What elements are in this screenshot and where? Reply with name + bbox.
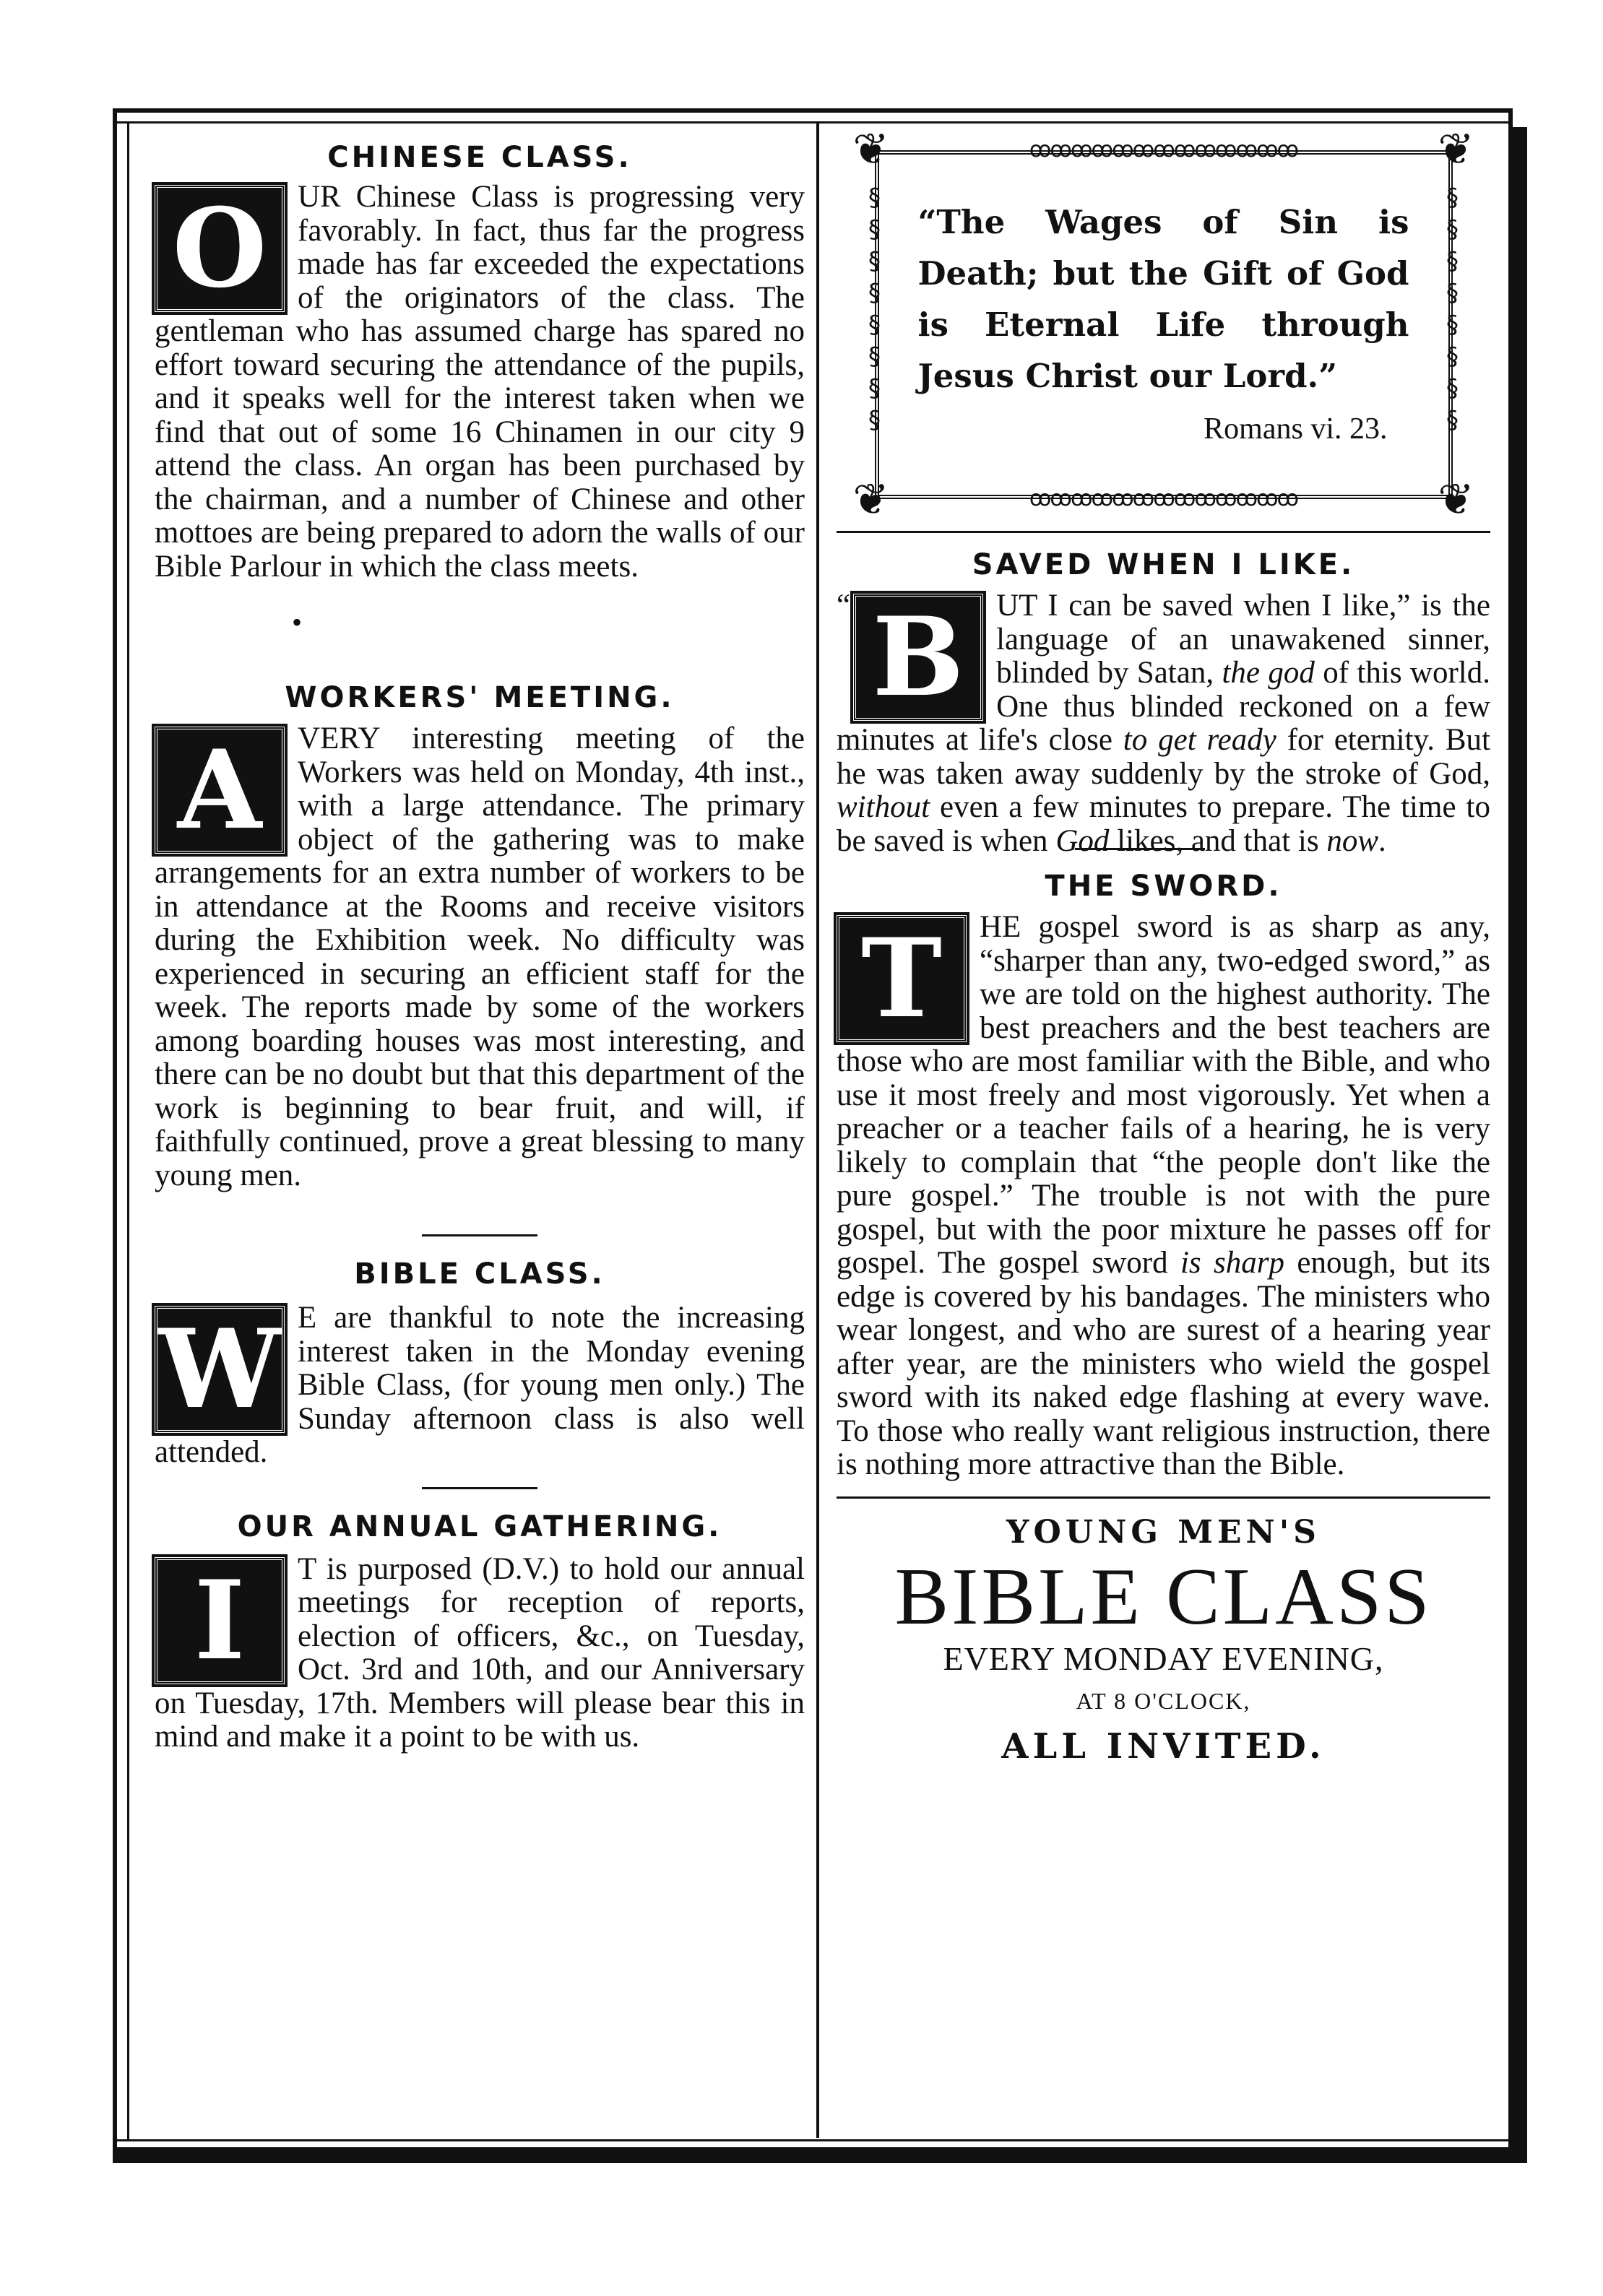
article-title: CHINESE CLASS. — [327, 141, 632, 174]
article-body: O UR Chinese Class is progressing very favorably. In fact, thus far the progress made has far exceeded the expectations of the originators of the class. The gentleman who has assumed charge has spared no effort toward securing the attendance of the pupils, and it speaks well for the interest taken when we find that out of some 16 Chinamen in our city 9 attend the class. An organ has been purchased by the chairman, and a number of Chinese and other mottoes are being prepared to adorn the walls of our Bible Parlour in which the class meets. — [155, 180, 805, 584]
column-divider — [816, 123, 819, 2138]
frame-shadow-bottom — [113, 2147, 1513, 2163]
drop-cap: A — [155, 727, 285, 854]
chinese-class-article — [155, 137, 805, 584]
article-body: T HE gospel sword is as sharp as any, “sharper than any, two-edged sword,” as we are told on the highest authority. The best preachers and the best teachers are those who are most familiar with the Bible, and who use it most freely and most vigorously. Yet when a preacher or a teacher fails of a hearing, he is very likely to complain that “the people don't like the pure gospel.” The trouble is not with the pure gospel, but with the poor mixture he passes off for gospel. The gospel sword is sharp enough, but its edge is covered by his bandages. The ministers who wear longest, and who are surest of a hearing year after year, are the ministers who wield the gospel sword with its naked edge flashing at every wave. To those who really want religious instruction, there is nothing more attractive than the Bible. — [837, 910, 1491, 1481]
chain-ornament-right: § § § § § § § § — [1446, 183, 1459, 435]
advert-line-time: AT 8 O'CLOCK, — [1076, 1687, 1251, 1714]
corner-ornament: ❦ — [1438, 475, 1474, 525]
bible-class-advert — [837, 1509, 1490, 1772]
verse-reference: Romans vi. 23. — [1204, 412, 1388, 446]
article-title: WORKERS' MEETING. — [285, 681, 675, 714]
saved-when-i-like-article — [837, 545, 1490, 858]
article-body: I T is purposed (D.V.) to hold our annual meetings for reception of reports, election of officers, &c., on Tuesday, Oct. 3rd and 10th, and our Anniversary on Tuesday, 17th. Members will please bear this in mind and make it a point to be with us. — [155, 1551, 805, 1754]
section-rule — [837, 531, 1490, 533]
open-quote: “ — [837, 589, 851, 623]
chain-ornament-top: ꝏꝏꝏꝏꝏꝏꝏꝏꝏꝏꝏꝏꝏ — [1029, 137, 1298, 163]
corner-ornament: ❦ — [852, 124, 889, 175]
section-rule — [837, 1496, 1490, 1499]
the-sword-article — [837, 866, 1490, 1482]
article-title: OUR ANNUAL GATHERING. — [237, 1509, 722, 1543]
article-title: THE SWORD. — [1045, 870, 1282, 903]
advert-line-all-invited: ALL INVITED. — [1001, 1725, 1326, 1767]
article-body: “ B UT I can be saved when I like,” is the language of an unawakened sinner, blinded by Satan, the god of this world. One thus blinded reckoned on a few minutes at life's close to get ready for eternity. But he was taken away suddenly by the stroke of God, without even a few minutes to prepare. The time to be saved is when God likes, and that is now. — [837, 589, 1490, 858]
chain-ornament-left: § § § § § § § § — [868, 183, 881, 435]
right-column — [837, 124, 1491, 1772]
verse-quote: “The Wages of Sin is Death; but the Gift of God is Eternal Life through Jesus Christ our Lord.” — [917, 203, 1409, 395]
frame-inner-rule-bottom — [117, 2139, 1508, 2141]
frame-inner-rule-top — [117, 121, 1508, 124]
annual-gathering-article — [155, 1507, 805, 1754]
article-title: SAVED WHEN I LIKE. — [972, 548, 1355, 581]
advert-line-young-mens: YOUNG MEN'S — [1006, 1513, 1321, 1551]
section-rule — [422, 1487, 537, 1489]
drop-cap: T — [837, 915, 967, 1042]
frame-inner-rule-left — [127, 121, 129, 2141]
drop-cap: B — [853, 594, 983, 721]
article-body: W E are thankful to note the increasing interest taken in the Monday evening Bible Class, (for young men only.) The Sunday afternoon class is also well attended. — [155, 1301, 805, 1469]
article-body: A VERY interesting meeting of the Workers was held on Monday, 4th inst., with a large attendance. The primary object of the gathering was to make arrangements for an extra number of workers to be in attendance at the Rooms and receive visitors during the Exhibition week. No difficulty was experienced in securing an efficient staff for the week. The reports made by some of the workers among boarding houses was most interesting, and there can be no doubt but that this department of the work is beginning to bear fruit, and will, if faithfully continued, prove a great blessing to many young men. — [155, 722, 805, 1192]
chain-ornament-bottom: ꝏꝏꝏꝏꝏꝏꝏꝏꝏꝏꝏꝏꝏ — [1029, 486, 1298, 511]
corner-ornament: ❦ — [852, 475, 889, 525]
corner-ornament: ❦ — [1438, 124, 1474, 175]
advert-line-every-monday: EVERY MONDAY EVENING, — [943, 1639, 1384, 1677]
frame-shadow-right — [1511, 127, 1527, 2163]
bible-class-article — [155, 1254, 805, 1470]
drop-cap: O — [155, 185, 285, 312]
article-title: BIBLE CLASS. — [354, 1257, 605, 1291]
verse-box — [846, 124, 1482, 525]
drop-cap: I — [155, 1557, 285, 1684]
section-rule — [422, 1234, 537, 1236]
separator-dot: • — [292, 606, 303, 638]
advert-line-bible-class: BIBLE CLASS — [894, 1551, 1433, 1642]
left-column — [155, 137, 805, 1754]
drop-cap: W — [155, 1306, 285, 1433]
workers-meeting-article — [155, 677, 805, 1192]
